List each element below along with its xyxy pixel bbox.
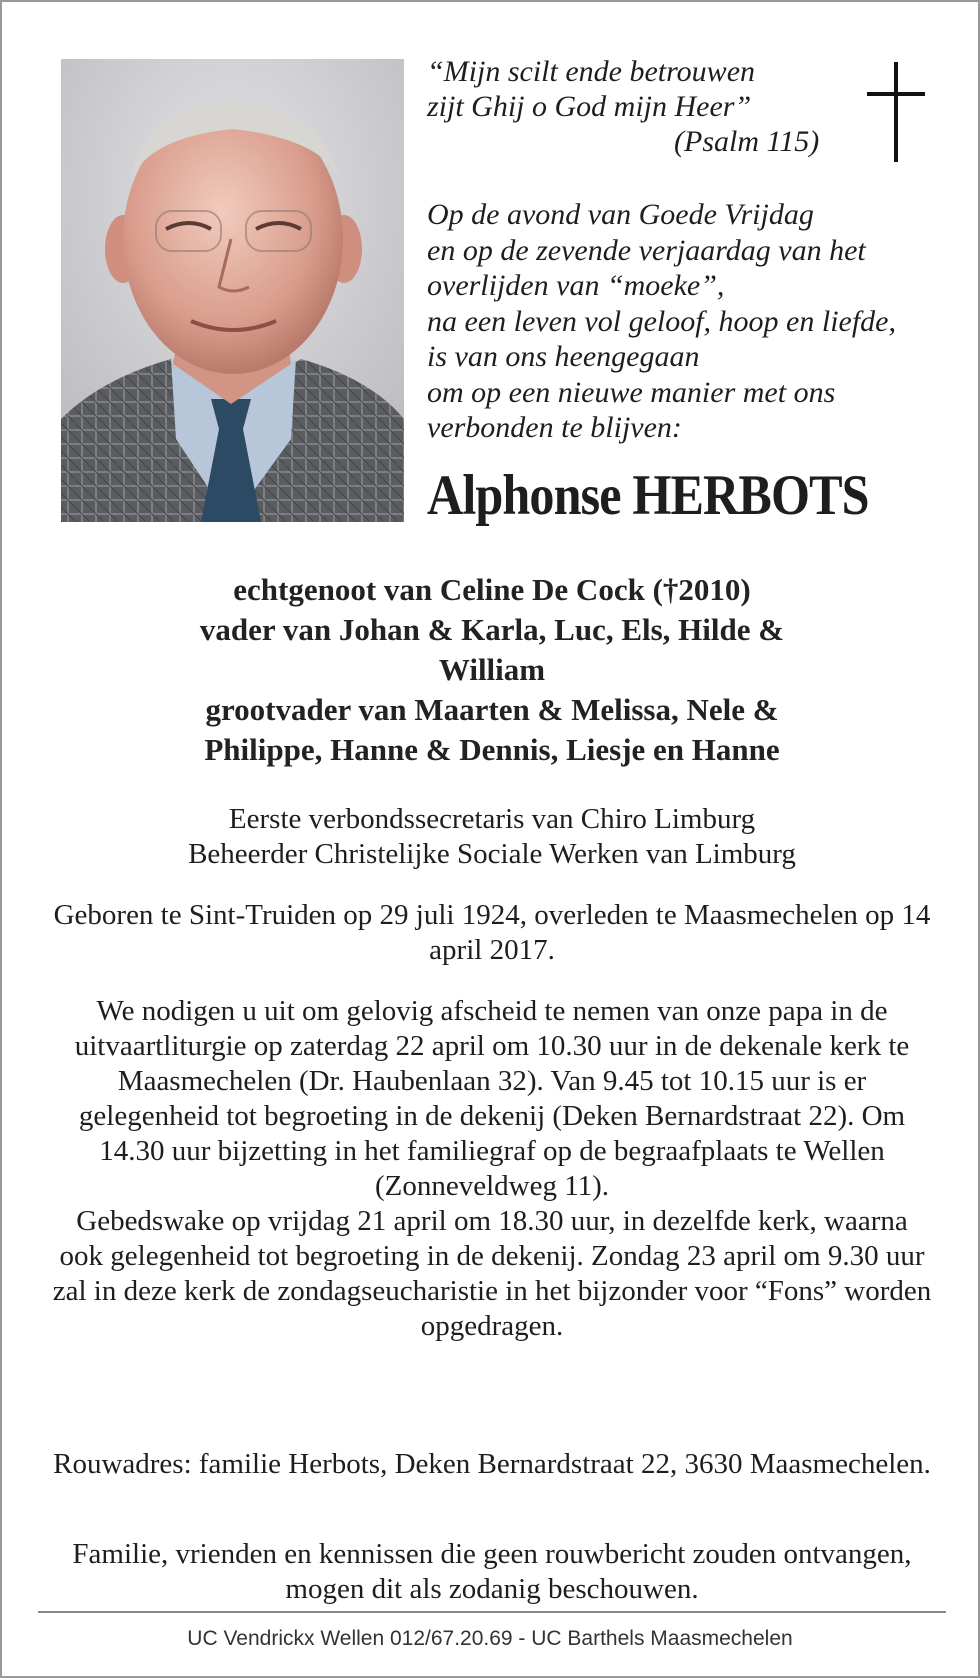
intro-line: verbonden te blijven:	[427, 411, 682, 444]
deceased-name: Alphonse HERBOTS	[427, 464, 869, 527]
quote-line: “Mijn scilt ende betrouwen	[427, 55, 756, 88]
intro-line: Op de avond van Goede Vrijdag	[427, 198, 814, 231]
intro-line: om op een nieuwe manier met ons	[427, 375, 836, 409]
intro-line: na een leven vol geloof, hoop en liefde,	[427, 304, 896, 338]
family-line: echtgenoot van Celine De Cock (†2010)	[233, 572, 751, 607]
quote-line: zijt Ghij o God mijn Heer”	[427, 90, 752, 123]
family-line: Philippe, Hanne & Dennis, Liesje en Hanne	[204, 732, 780, 767]
quote-reference: (Psalm 115)	[674, 125, 820, 158]
funeral-details	[52, 994, 932, 1344]
intro-text	[427, 197, 896, 446]
funeral-paragraph: We nodigen u uit om gelovig afscheid te nemen van onze papa in de uitvaartliturgie op zaterdag 22 april om 10.30 uur in de dekenale kerk te Maasmechelen (Dr. Haubenlaan 32). Van 9.45 tot 10.15 uur is er gelegenheid tot begroeting in de dekenij (Deken Bernardstraat 22). Om 14.30 uur bijzetting in het familiegraf op de begraafplaats te Wellen (Zonneveldweg 11).	[74, 995, 910, 1202]
portrait-photo	[61, 59, 404, 522]
family-line: grootvader van Maarten & Melissa, Nele &	[205, 692, 779, 727]
intro-line: is van ons heengegaan	[427, 340, 700, 373]
vigil-paragraph: Gebedswake op vrijdag 21 april om 18.30 uur, in dezelfde kerk, waarna ook gelegenheid tot begroeting in de dekenij. Zondag 23 april om 9.30 uur zal in deze kerk de zondagseucharistie in het bijzonder voor “Fons” worden opgedragen.	[52, 1205, 932, 1342]
family-relations	[52, 570, 932, 770]
function-line: Eerste verbondssecretaris van Chiro Limburg	[228, 803, 756, 835]
psalm-quote	[427, 54, 819, 159]
family-line: vader van Johan & Karla, Luc, Els, Hilde &	[199, 612, 785, 647]
intro-line: overlijden van “moeke”,	[427, 269, 725, 302]
cross-icon	[867, 62, 925, 162]
function-line: Beheerder Christelijke Sociale Werken van Limburg	[188, 838, 796, 870]
birth-death-text: Geboren te Sint-Truiden op 29 juli 1924, overleden te Maasmechelen op 14 april 2017.	[53, 899, 931, 966]
family-line: William	[438, 652, 546, 687]
mourning-address: Rouwadres: familie Herbots, Deken Bernardstraat 22, 3630 Maasmechelen.	[53, 1448, 931, 1480]
intro-line: en op de zevende verjaardag van het	[427, 233, 866, 267]
closing-note: Familie, vrienden en kennissen die geen rouwbericht zouden ontvangen, mogen dit als zodanig beschouwen.	[72, 1538, 912, 1605]
functions-text	[52, 802, 932, 872]
footer-divider	[38, 1611, 946, 1613]
funeral-home-footer: UC Vendrickx Wellen 012/67.20.69 - UC Barthels Maasmechelen	[187, 1627, 793, 1650]
